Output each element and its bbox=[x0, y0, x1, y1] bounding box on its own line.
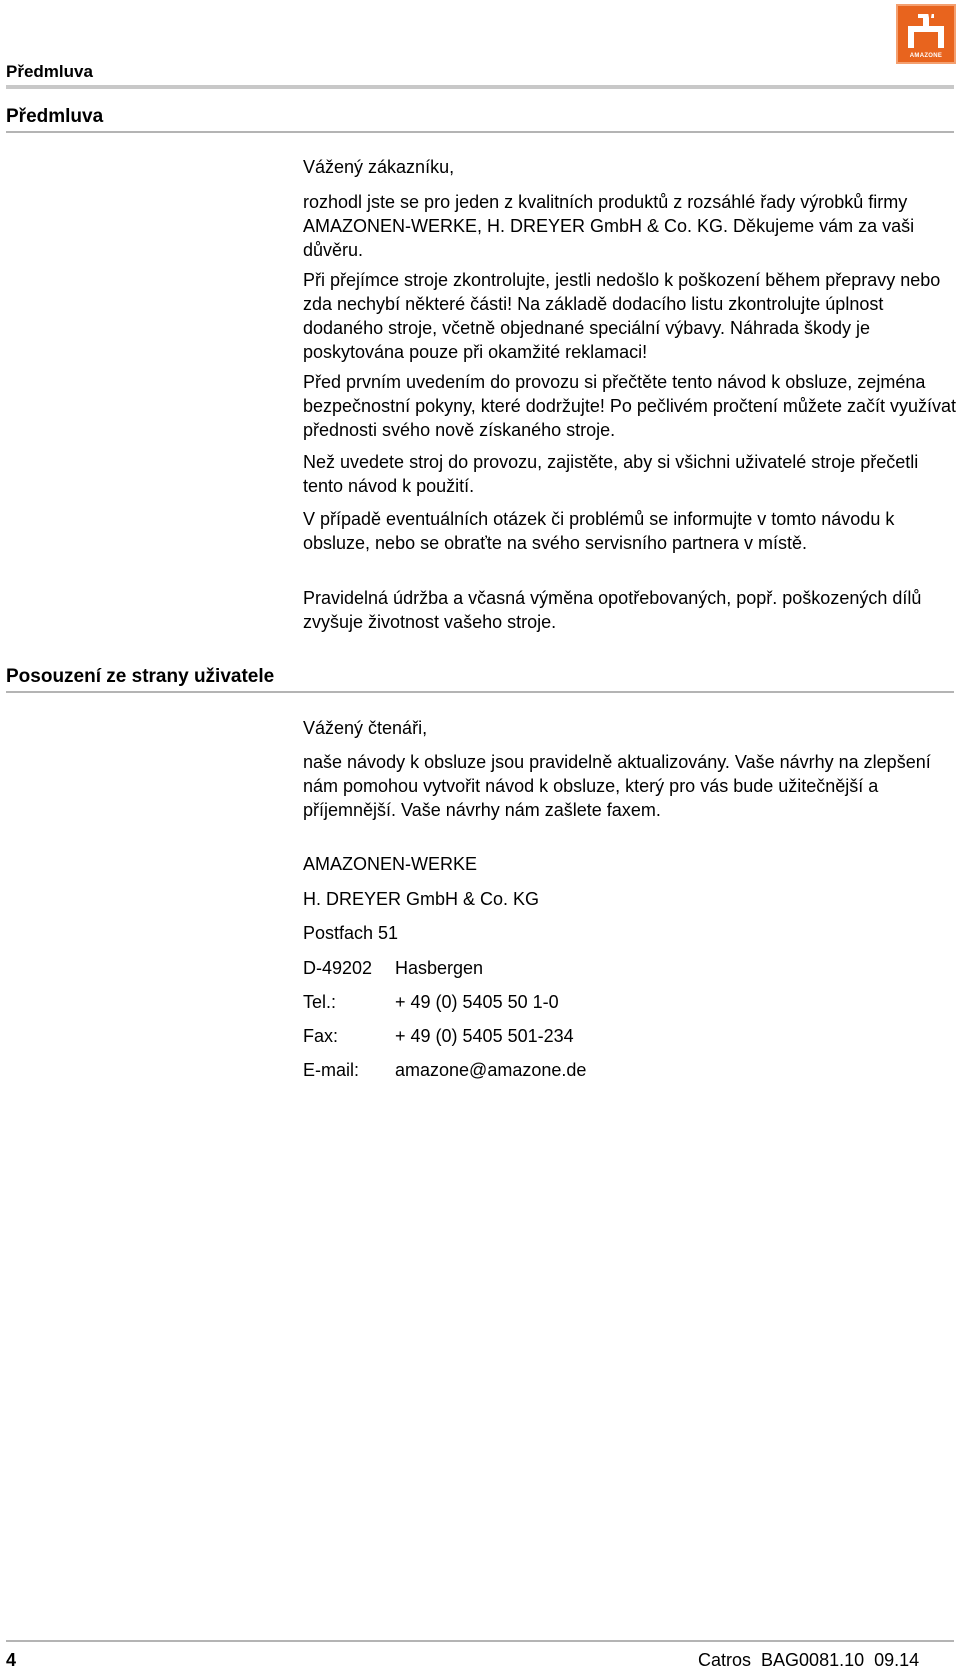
header-rule bbox=[6, 85, 954, 89]
footer-product: Catros bbox=[698, 1650, 752, 1670]
address-email-line bbox=[303, 1058, 586, 1082]
page-header-title: Předmluva bbox=[6, 62, 93, 81]
paragraph: naše návody k obsluze jsou pravidelně aktualizovány. Vaše návrhy na zlepšení nám pomohou vytvořit návod k obsluze, který pro vás bude užitečnější a příjemnější. Vaše návrhy nám zašlete faxem. bbox=[303, 752, 931, 820]
tel-label: Tel.: bbox=[303, 992, 337, 1012]
email-link[interactable]: amazone@amazone.de bbox=[395, 1060, 587, 1080]
section-rule bbox=[6, 691, 954, 693]
address-zip: D-49202 bbox=[303, 958, 373, 978]
paragraph: rozhodl jste se pro jeden z kvalitních produktů z rozsáhlé řady výrobků firmy AMAZONEN-WERKE, H. DREYER GmbH & Co. KG. Děkujeme vám za vaši důvěru. bbox=[303, 192, 915, 260]
footer-doc-info bbox=[698, 1650, 919, 1671]
paragraph: Před prvním uvedením do provozu si přečtěte tento návod k obsluze, zejména bezpečnostní pokyny, které dodržujte! Po pečlivém pročtení můžete začít využívat přednosti svého nově získaného stroje. bbox=[303, 372, 956, 440]
email-label: E-mail: bbox=[303, 1060, 360, 1080]
address-tel-line bbox=[303, 990, 559, 1014]
section-title-foreword: Předmluva bbox=[6, 106, 104, 127]
fax-label: Fax: bbox=[303, 1026, 339, 1046]
section-title-user-feedback: Posouzení ze strany uživatele bbox=[6, 666, 275, 687]
footer-doc-code: BAG0081.10 bbox=[761, 1650, 865, 1670]
address-city: Hasbergen bbox=[395, 958, 484, 978]
address-company: AMAZONEN-WERKE bbox=[303, 854, 478, 874]
address-city-line bbox=[303, 956, 483, 980]
section-rule bbox=[6, 131, 954, 133]
paragraph: Než uvedete stroj do provozu, zajistěte, aby si všichni uživatelé stroje přečetli tento návod k použití. bbox=[303, 452, 919, 496]
paragraph: Pravidelná údržba a včasná výměna opotřebovaných, popř. poškozených dílů zvyšuje životnost vašeho stroje. bbox=[303, 588, 922, 632]
salutation-reader: Vážený čtenáři, bbox=[303, 718, 428, 738]
tel-value: + 49 (0) 5405 50 1-0 bbox=[395, 992, 559, 1012]
page-number: 4 bbox=[6, 1650, 17, 1670]
footer-date: 09.14 bbox=[874, 1650, 920, 1670]
paragraph: V případě eventuálních otázek či problémů se informujte v tomto návodu k obsluze, nebo se obraťte na svého servisního partnera v místě. bbox=[303, 509, 895, 553]
fax-value: + 49 (0) 5405 501-234 bbox=[395, 1026, 574, 1046]
address-postbox: Postfach 51 bbox=[303, 923, 399, 943]
logo-text: AMAZONE bbox=[909, 53, 943, 59]
address-company-2: H. DREYER GmbH & Co. KG bbox=[303, 889, 540, 909]
address-fax-line bbox=[303, 1024, 574, 1048]
footer-rule bbox=[6, 1640, 954, 1642]
paragraph: Při přejímce stroje zkontrolujte, jestli nedošlo k poškození během přepravy nebo zda nechybí některé části! Na základě dodacího listu zkontrolujte úplnost dodaného stroje, včetně objednané speciální výbavy. Náhrada škody je poskytována pouze při okamžité reklamaci! bbox=[303, 270, 941, 362]
salutation-customer: Vážený zákazníku, bbox=[303, 157, 455, 177]
amazone-logo bbox=[896, 4, 956, 64]
